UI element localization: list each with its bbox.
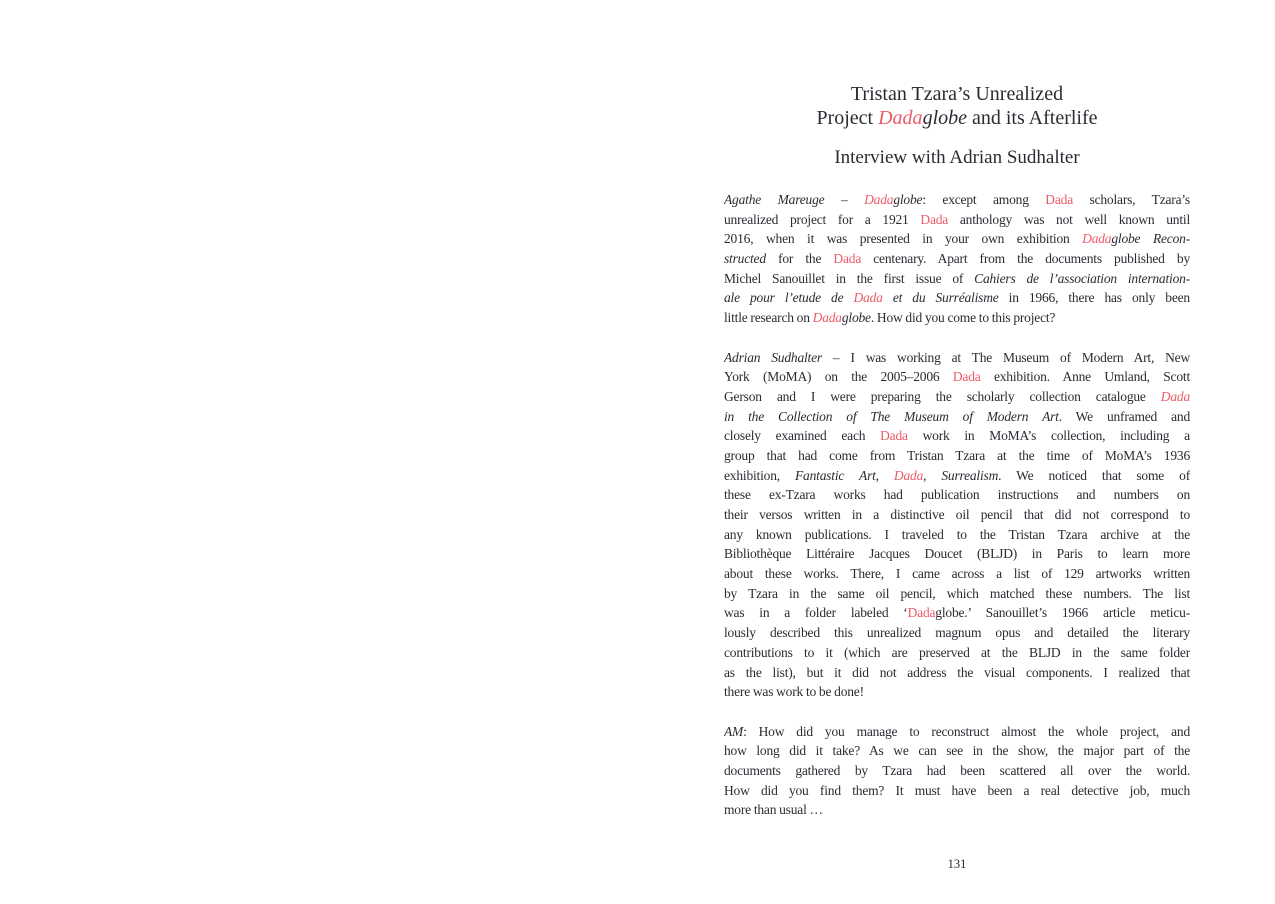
text-line: Gerson and I were preparing the scholarly collection catalogue Dada <box>724 388 1190 404</box>
text-line: documents gathered by Tzara had been scattered all over the world. <box>724 762 1190 778</box>
text-line: contributions to it (which are preserved at the BLJD in the same folder <box>724 644 1190 660</box>
text-line: ale pour l’etude de Dada et du Surréalisme in 1966, there has only been <box>724 290 1190 306</box>
book-page <box>724 83 1190 820</box>
paragraph-question-2 <box>724 722 1190 820</box>
page-title <box>724 83 1190 130</box>
text-line: any known publications. I traveled to the Tristan Tzara archive at the <box>724 526 1190 542</box>
text-line: Agathe Mareuge – Dadaglobe: except among Dada scholars, Tzara’s <box>724 192 1190 207</box>
subtitle: Interview with Adrian Sudhalter <box>834 147 1080 168</box>
text-line: as the list), but it did not address the visual components. I realized that <box>724 664 1190 680</box>
page-number: 131 <box>947 857 967 871</box>
text-line: exhibition, Fantastic Art, Dada, Surrealism. We noticed that some of <box>724 467 1190 483</box>
text-line: how long did it take? As we can see in the show, the major part of the <box>724 743 1190 759</box>
title-line: Tristan Tzara’s Unrealized <box>850 83 1064 105</box>
text-line: was in a folder labeled ‘Dadaglobe.’ Sanouillet’s 1966 article meticu- <box>724 605 1190 621</box>
text-line: structed for the Dada centenary. Apart from the documents published by <box>724 251 1190 267</box>
paragraph-answer-1 <box>724 348 1190 702</box>
title-line: Project Dadaglobe and its Afterlife <box>816 106 1098 129</box>
text-line: in the Collection of The Museum of Modern Art. We unframed and <box>724 408 1190 424</box>
interview-body <box>724 190 1190 820</box>
text-line: group that had come from Tristan Tzara at the time of MoMA’s 1936 <box>724 447 1190 463</box>
text-line: How did you find them? It must have been a real detective job, much <box>724 782 1190 798</box>
text-line: Bibliothèque Littéraire Jacques Doucet (BLJD) in Paris to learn more <box>724 546 1190 562</box>
text-line: little research on Dadaglobe. How did you come to this project? <box>724 310 1056 326</box>
text-line: more than usual … <box>724 802 823 818</box>
text-line: AM: How did you manage to reconstruct almost the whole project, and <box>724 723 1190 739</box>
text-line: unrealized project for a 1921 Dada anthology was not well known until <box>724 211 1190 227</box>
text-line: their versos written in a distinctive oil pencil that did not correspond to <box>724 507 1190 522</box>
left-page-blank <box>0 0 637 904</box>
text-line: 2016, when it was presented in your own exhibition Dadaglobe Recon- <box>724 231 1190 247</box>
text-line: lously described this unrealized magnum opus and detailed the literary <box>724 625 1190 641</box>
text-line: there was work to be done! <box>724 684 864 700</box>
text-line: York (MoMA) on the 2005–2006 Dada exhibition. Anne Umland, Scott <box>724 369 1190 385</box>
text-line: these ex-Tzara works had publication instructions and numbers on <box>724 487 1190 503</box>
text-line: Michel Sanouillet in the first issue of Cahiers de l’association internation- <box>724 270 1190 286</box>
text-line: by Tzara in the same oil pencil, which matched these numbers. The list <box>724 585 1190 601</box>
text-line: Adrian Sudhalter – I was working at The Museum of Modern Art, New <box>724 349 1190 365</box>
text-line: about these works. There, I came across a list of 129 artworks written <box>724 566 1190 582</box>
text-line: closely examined each Dada work in MoMA’s collection, including a <box>724 428 1190 444</box>
paragraph-question-1 <box>724 190 1190 328</box>
